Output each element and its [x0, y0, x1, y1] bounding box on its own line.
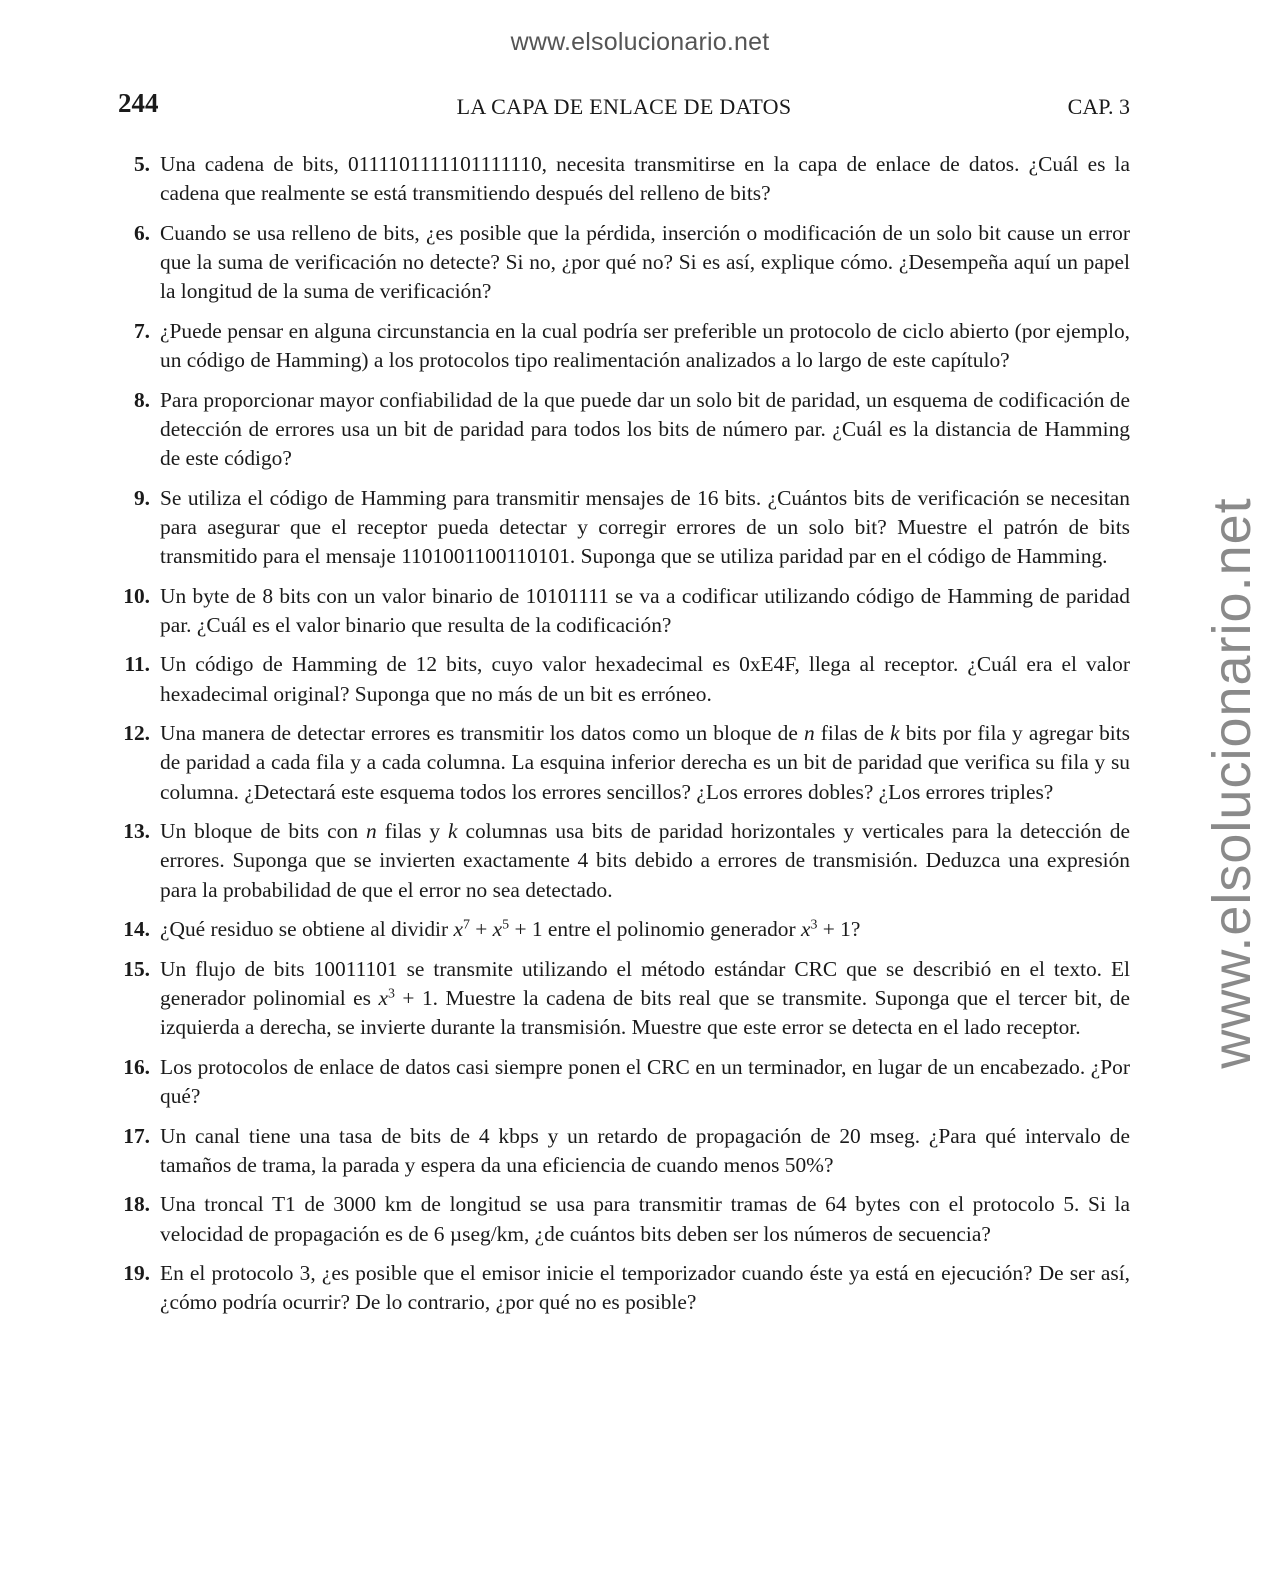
- page-header: [118, 88, 1130, 124]
- problem-list: [123, 150, 1131, 1328]
- problem-number: 12.: [123, 721, 150, 746]
- problem-text: ¿Puede pensar en alguna circunstancia en la cual podría ser preferible un protocolo de ciclo abierto (por ejemplo, un código de Hamming) a los protocolos tipo realimentación analizados a lo largo de este capítulo?: [160, 318, 1130, 372]
- exponent: 7: [462, 917, 470, 933]
- variable-n: n: [803, 721, 815, 746]
- text-segment: filas y: [376, 819, 449, 844]
- problem-10: [123, 582, 1130, 640]
- text-segment: + 1. Muestre la cadena de bits real que se transmite. Suponga que el tercer bit, de izquierda a derecha, se invierte durante la transmisión. Muestre que este error se detecta en el lado receptor.: [160, 985, 1130, 1040]
- variable-k: k: [890, 721, 900, 746]
- variable-x: x: [800, 917, 811, 942]
- problem-text: Cuando se usa relleno de bits, ¿es posible que la pérdida, inserción o modificación de un solo bit cause un error que la suma de verificación no detecte? Si no, ¿por qué no? Si es así, explique cómo. ¿Desempeña aquí un papel la longitud de la suma de verificación?: [160, 220, 1130, 304]
- problem-number: 10.: [123, 583, 150, 608]
- problem-number: 18.: [123, 1192, 150, 1217]
- variable-x: x: [453, 917, 463, 942]
- watermark-side: www.elsolucionario.net: [1202, 497, 1262, 1069]
- problem-text: Para proporcionar mayor confiabilidad de la que puede dar un solo bit de paridad, un esquema de codificación de detección de errores usa un bit de paridad para todos los bits de número par. ¿Cuál es la distancia de Hamming de este código?: [160, 387, 1130, 470]
- chapter-ref: CAP. 3: [1067, 94, 1130, 119]
- text-segment: bits por fila y agregar bits de paridad a cada fila y a cada columna. La esquina inferior derecha es un bit de paridad que verifica su fila y su columna. ¿Detectará este esquema todos los errores sencillos? ¿Los errores dobles? ¿Los errores triples?: [160, 721, 1131, 804]
- problem-number: 11.: [124, 652, 150, 677]
- problem-19: [123, 1259, 1130, 1317]
- exponent: 3: [387, 986, 395, 1002]
- problem-text: [160, 955, 1130, 1043]
- problem-text: Un canal tiene una tasa de bits de 4 kbps y un retardo de propagación de 20 mseg. ¿Para qué intervalo de tamaños de trama, la parada y espera da una eficiencia de cuando menos 50%?: [160, 1123, 1130, 1177]
- problem-7: [133, 317, 1130, 375]
- problem-13: [123, 817, 1130, 905]
- exponent: 5: [502, 917, 510, 933]
- problem-18: [123, 1190, 1130, 1248]
- page-number: 244: [118, 88, 159, 118]
- problem-text: Una troncal T1 de 3000 km de longitud se usa para transmitir tramas de 64 bytes con el protocolo 5. Si la velocidad de propagación es de 6 µseg/km, ¿de cuántos bits deben ser los números de secuencia?: [160, 1192, 1130, 1246]
- problem-number: 13.: [123, 819, 150, 844]
- text-segment: ¿Qué residuo se obtiene al dividir: [160, 917, 454, 942]
- problem-17: [123, 1122, 1130, 1180]
- variable-k: k: [448, 819, 458, 844]
- problem-text: Un byte de 8 bits con un valor binario de 10101111 se va a codificar utilizando código de Hamming de paridad par. ¿Cuál es el valor binario que resulta de la codificación?: [160, 583, 1130, 637]
- variable-x: x: [378, 985, 388, 1010]
- exponent: 3: [810, 917, 818, 933]
- problem-number: 9.: [133, 485, 150, 510]
- problem-number: 15.: [123, 956, 150, 981]
- variable-x: x: [492, 917, 503, 942]
- problem-text: [160, 817, 1130, 905]
- problem-number: 14.: [123, 917, 150, 942]
- problem-number: 16.: [123, 1054, 150, 1079]
- problem-number: 19.: [123, 1261, 150, 1286]
- problem-6: [133, 219, 1130, 307]
- problem-16: [123, 1053, 1130, 1111]
- problem-text: [160, 915, 1130, 944]
- problem-text: Se utiliza el código de Hamming para transmitir mensajes de 16 bits. ¿Cuántos bits de verificación se necesitan para asegurar que el receptor pueda detectar y corregir errores de un solo bit? Muestre el patrón de bits transmitido para el mensaje 1101001100110101. Suponga que se utiliza paridad par en el código de Hamming.: [160, 485, 1130, 568]
- problem-number: 6.: [133, 220, 150, 245]
- problem-number: 8.: [133, 387, 150, 412]
- variable-n: n: [366, 819, 377, 844]
- text-segment: Un flujo de bits 10011101 se transmite utilizando el método estándar CRC que se describió en el texto. El generador polinomial es: [160, 956, 1130, 1010]
- operator-plus: +: [469, 917, 493, 942]
- problem-text: [160, 719, 1130, 807]
- problem-8: [133, 386, 1130, 474]
- problem-11: [124, 650, 1130, 708]
- problem-text: Una cadena de bits, 0111101111101111110, necesita transmitirse en la capa de enlace de datos. ¿Cuál es la cadena que realmente se está transmitiendo después del relleno de bits?: [160, 152, 1130, 206]
- problem-14: [123, 915, 1130, 944]
- text-segment: filas de: [814, 721, 891, 746]
- problem-text: Un código de Hamming de 12 bits, cuyo valor hexadecimal es 0xE4F, llega al receptor. ¿Cuál era el valor hexadecimal original? Suponga que no más de un bit es erróneo.: [160, 652, 1130, 706]
- problem-number: 5.: [133, 152, 150, 176]
- chapter-title: LA CAPA DE ENLACE DE DATOS: [456, 94, 792, 119]
- watermark-top: www.elsolucionario.net: [510, 28, 770, 56]
- problem-12: [123, 719, 1131, 807]
- problem-number: 7.: [133, 318, 150, 343]
- problem-5: [133, 150, 1130, 208]
- problem-9: [133, 484, 1130, 572]
- text-segment: columnas usa bits de paridad horizontales y verticales para la detección de errores. Suponga que se invierten exactamente 4 bits debido a errores de transmisión. Deduzca una expresión para la probabilidad de que el error no sea detectado.: [160, 819, 1130, 902]
- text-segment: + 1?: [817, 917, 861, 942]
- text-segment: Un bloque de bits con: [160, 819, 366, 844]
- text-segment: Una manera de detectar errores es transmitir los datos como un bloque de: [160, 721, 804, 746]
- problem-text: En el protocolo 3, ¿es posible que el emisor inicie el temporizador cuando éste ya está en ejecución? De ser así, ¿cómo podría ocurrir? De lo contrario, ¿por qué no es posible?: [160, 1261, 1130, 1315]
- problem-number: 17.: [123, 1123, 150, 1148]
- text-segment: + 1 entre el polinomio generador: [509, 917, 801, 942]
- problem-15: [123, 955, 1130, 1043]
- problem-text: Los protocolos de enlace de datos casi siempre ponen el CRC en un terminador, en lugar de un encabezado. ¿Por qué?: [160, 1054, 1130, 1108]
